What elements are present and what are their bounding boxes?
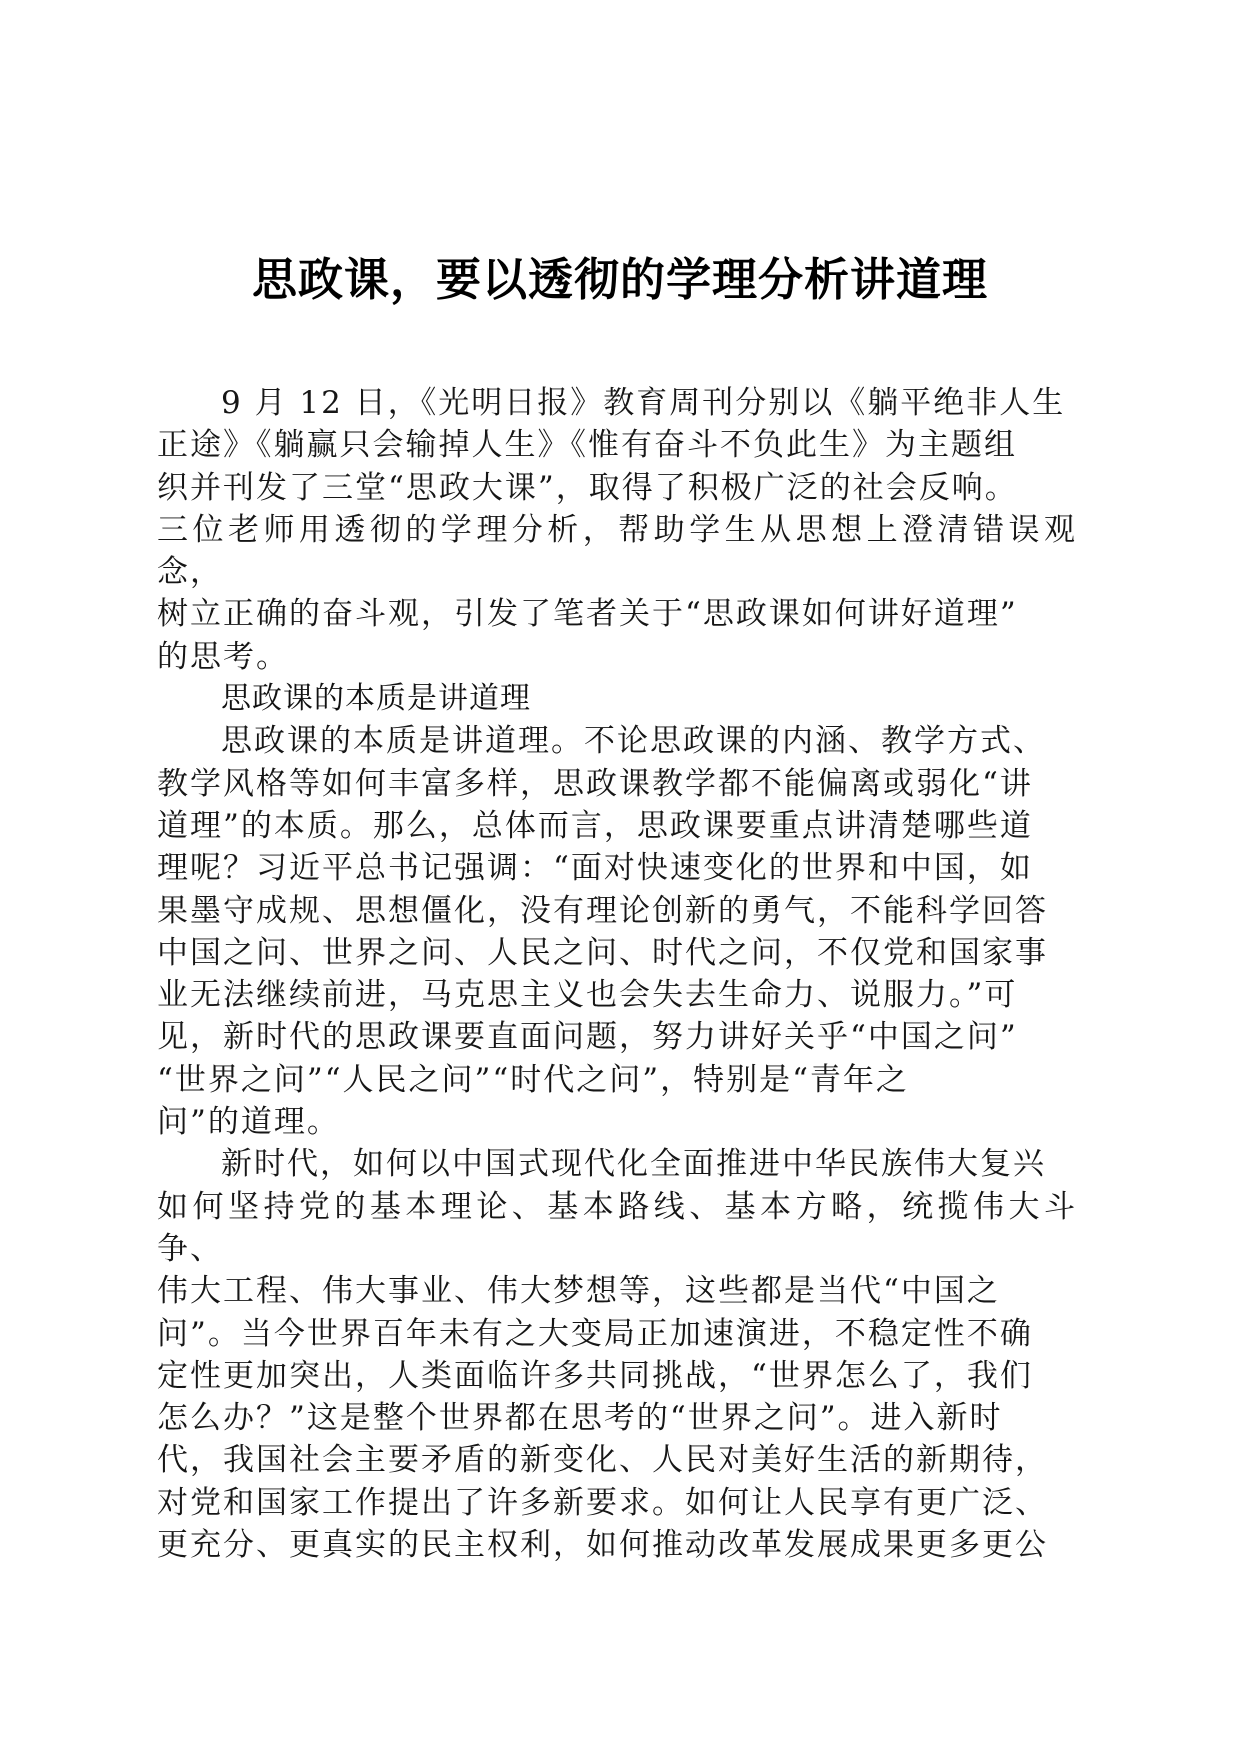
document-title: 思政课，要以透彻的学理分析讲道理 xyxy=(251,253,988,306)
intro-paragraph: 9 月 12 日，《光明日报》教育周刊分别以《躺平绝非人生 正途》《躺赢只会输掉人生》《惟有奋斗不负此生》为主题组 织并刊发了三堂“思政大课”，取得了积极广泛的社会反响。 三位老师用透彻的学理分析，帮助学生从思想上澄清错误观念， 树立正确的奋斗观，引发了笔者关于“思政课如何讲好道理” 的思考。 xyxy=(157,385,1077,675)
section-heading: 思政课的本质是讲道理 xyxy=(221,681,531,717)
document-body xyxy=(157,382,1077,1566)
body-paragraph: 新时代，如何以中国式现代化全面推进中华民族伟大复兴 如何坚持党的基本理论、基本路线、基本方略，统揽伟大斗争、 伟大工程、伟大事业、伟大梦想等，这些都是当代“中国之 问”。当今世界百年未有之大变局正加速演进，不稳定性不确 定性更加突出，人类面临许多共同挑战，“世界怎么了，我们 怎么办？”这是整个世界都在思考的“世界之问”。进入新时 代，我国社会主要矛盾的新变化、人民对美好生活的新期待， 对党和国家工作提出了许多新要求。如何让人民享有更广泛、 更充分、更真实的民主权利，如何推动改革发展成果更多更公 xyxy=(157,1146,1077,1564)
body-paragraph: 思政课的本质是讲道理。不论思政课的内涵、教学方式、 教学风格等如何丰富多样，思政课教学都不能偏离或弱化“讲 道理”的本质。那么，总体而言，思政课要重点讲清楚哪些道 理呢？习近平总书记强调：“面对快速变化的世界和中国，如 果墨守成规、思想僵化，没有理论创新的勇气，不能科学回答 中国之问、世界之问、人民之问、时代之问，不仅党和国家事 业无法继续前进，马克思主义也会失去生命力、说服力。”可 见，新时代的思政课要直面问题，努力讲好关乎“中国之问” “世界之问”“人民之问”“时代之问”，特别是“青年之 问”的道理。 xyxy=(157,723,1048,1141)
